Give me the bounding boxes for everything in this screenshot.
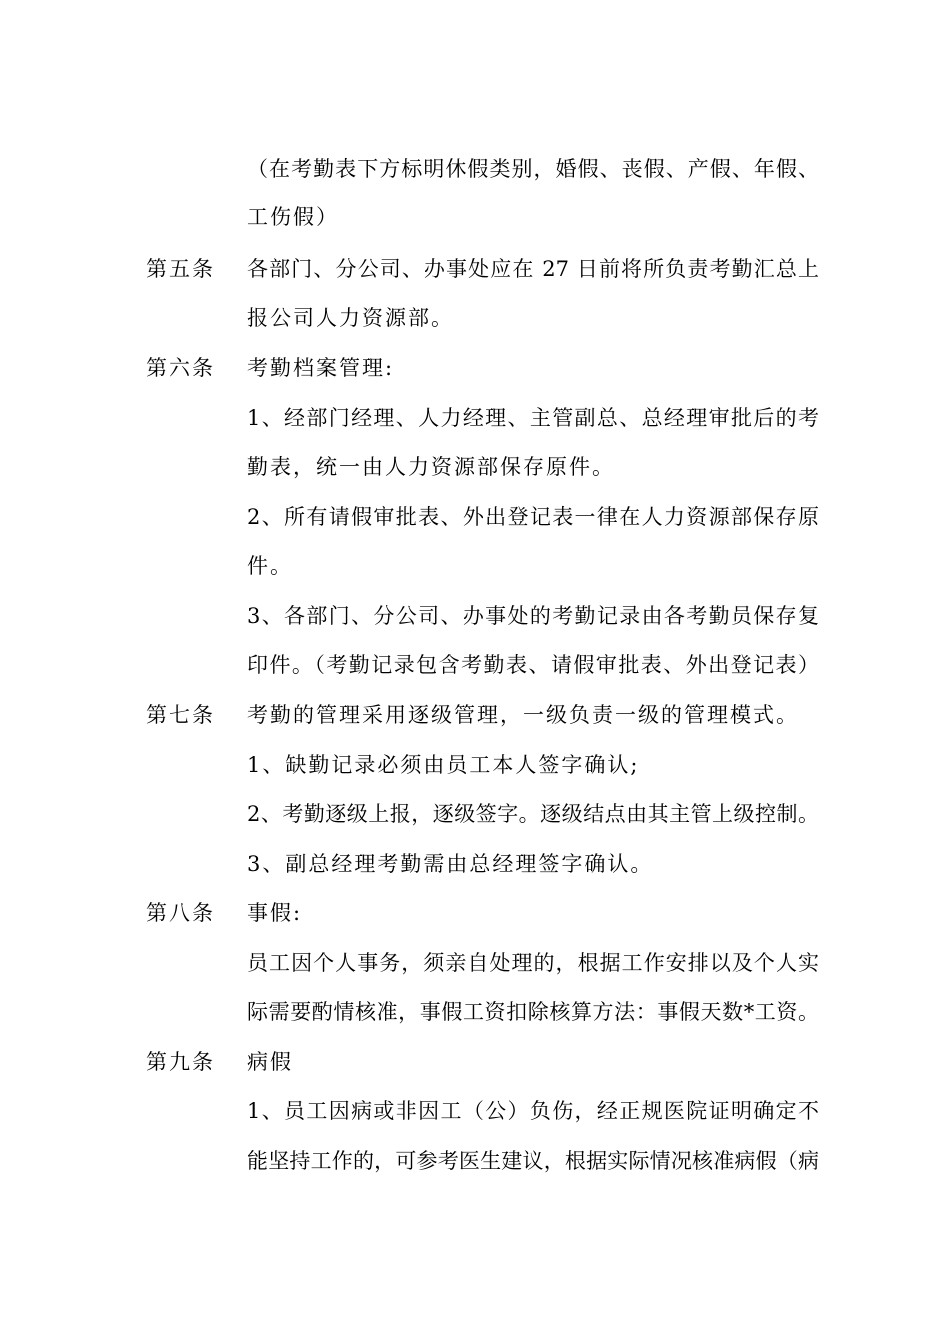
- article-6-item-3-line-1: 3、各部门、分公司、办事处的考勤记录由各考勤员保存复: [247, 604, 819, 628]
- article-6-item-2-line-1: 2、所有请假审批表、外出登记表一律在人力资源部保存原: [247, 505, 819, 529]
- article-6-item-2-line-2: 件。: [247, 554, 293, 578]
- article-7-item-3: 3、副总经理考勤需由总经理签字确认。: [247, 852, 654, 876]
- article-7-item-1: 1、缺勤记录必须由员工本人签字确认;: [247, 753, 640, 777]
- article-8-heading: 事假:: [247, 901, 303, 925]
- article-8-label: 第八条: [146, 901, 215, 925]
- article-7-heading: 考勤的管理采用逐级管理，一级负责一级的管理模式。: [247, 703, 799, 727]
- article-5-text-line-2: 报公司人力资源部。: [247, 306, 454, 330]
- article-7-label: 第七条: [146, 703, 215, 727]
- article-9-heading: 病假: [247, 1050, 293, 1074]
- article-5-label: 第五条: [146, 257, 215, 281]
- article-9-label: 第九条: [146, 1050, 215, 1074]
- article-9-item-1-line-1: 1、员工因病或非因工（公）负伤，经正规医院证明确定不: [247, 1099, 819, 1123]
- article-6-item-3-line-2: 印件。（考勤记录包含考勤表、请假审批表、外出登记表）: [247, 653, 819, 677]
- article-8-text-line-1: 员工因个人事务，须亲自处理的，根据工作安排以及个人实: [247, 951, 819, 975]
- article-9-item-1-line-2: 能坚持工作的，可参考医生建议，根据实际情况核准病假（病: [247, 1149, 819, 1173]
- article-6-heading: 考勤档案管理:: [247, 356, 395, 380]
- text-line-work-injury: 工伤假）: [247, 205, 339, 229]
- article-5-text-line-1: 各部门、分公司、办事处应在 27 日前将所负责考勤汇总上: [247, 257, 819, 281]
- article-6-item-1-line-1: 1、经部门经理、人力经理、主管副总、总经理审批后的考: [247, 406, 819, 430]
- article-8-text-line-2: 际需要酌情核准，事假工资扣除核算方法：事假天数*工资。: [247, 1000, 819, 1024]
- text-line-leave-types: （在考勤表下方标明休假类别，婚假、丧假、产假、年假、: [247, 157, 819, 181]
- article-6-item-1-line-2: 勤表，统一由人力资源部保存原件。: [247, 455, 615, 479]
- article-7-item-2: 2、考勤逐级上报，逐级签字。逐级结点由其主管上级控制。: [247, 802, 819, 826]
- article-6-label: 第六条: [146, 356, 215, 380]
